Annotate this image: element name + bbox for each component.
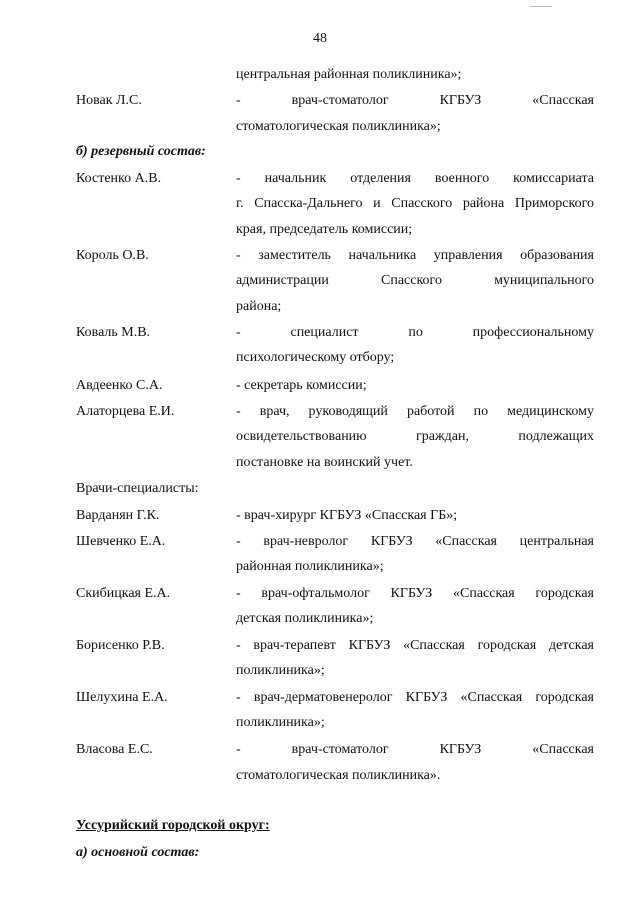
main-composition-heading: а) основной состав: — [76, 845, 200, 860]
duty-text: психологическому отбору; — [236, 350, 395, 365]
member-name: Шелухина Е.А. — [76, 690, 168, 705]
duty-text: - врач-стоматолог КГБУЗ «Спасская — [236, 742, 594, 757]
duty-text: - врач-офтальмолог КГБУЗ «Спасская городская — [236, 586, 594, 601]
duty-text: края, председатель комиссии; — [236, 222, 413, 237]
member-name: Власова Е.С. — [76, 742, 153, 757]
member-name: Костенко А.В. — [76, 171, 162, 186]
member-name: Шевченко Е.А. — [76, 534, 166, 549]
duty-text: района; — [236, 299, 282, 314]
duty-text: - врач-невролог КГБУЗ «Спасская центральная — [236, 534, 594, 549]
member-name: Алаторцева Е.И. — [76, 404, 175, 419]
duty-text: - врач-стоматолог КГБУЗ «Спасская — [236, 93, 594, 108]
duty-text: поликлиника»; — [236, 715, 325, 730]
duty-text: детская поликлиника»; — [236, 611, 374, 626]
duty-text: - врач-дерматовенеролог КГБУЗ «Спасская городская — [236, 690, 594, 705]
duty-text: стоматологическая поликлиника». — [236, 768, 441, 783]
member-name: Новак Л.С. — [76, 93, 142, 108]
specialists-label: Врачи-специалисты: — [76, 481, 199, 496]
page-number: 48 — [313, 31, 327, 46]
duty-text: постановке на воинский учет. — [236, 455, 413, 470]
duty-text: центральная районная поликлиника»; — [236, 67, 462, 82]
duty-text: районная поликлиника»; — [236, 559, 384, 574]
member-name: Король О.В. — [76, 248, 149, 263]
duty-text: - начальник отделения военного комиссариата — [236, 171, 594, 186]
duty-text: г. Спасска-Дальнего и Спасского района Приморского — [236, 196, 594, 211]
duty-text: - врач, руководящий работой по медицинскому — [236, 404, 594, 419]
member-name: Коваль М.В. — [76, 325, 151, 340]
duty-text: - специалист по профессиональному — [236, 325, 594, 340]
reserve-heading: б) резервный состав: — [76, 144, 206, 159]
duty-text: стоматологическая поликлиника»; — [236, 119, 441, 134]
member-name: Варданян Г.К. — [76, 508, 160, 523]
member-name: Авдеенко С.А. — [76, 378, 163, 393]
duty-text: освидетельствованию граждан, подлежащих — [236, 429, 594, 444]
duty-text: администрации Спасского муниципального — [236, 273, 594, 288]
duty-text: - врач-хирург КГБУЗ «Спасская ГБ»; — [236, 508, 458, 523]
member-name: Скибицкая Е.А. — [76, 586, 171, 601]
duty-text: - врач-терапевт КГБУЗ «Спасская городская детская — [236, 638, 594, 653]
district-title: Уссурийский городской округ: — [76, 818, 270, 833]
member-name: Борисенко Р.В. — [76, 638, 165, 653]
scan-mark — [530, 6, 552, 7]
duty-text: - заместитель начальника управления образования — [236, 248, 594, 263]
duty-text: поликлиника»; — [236, 663, 325, 678]
duty-text: - секретарь комиссии; — [236, 378, 367, 393]
